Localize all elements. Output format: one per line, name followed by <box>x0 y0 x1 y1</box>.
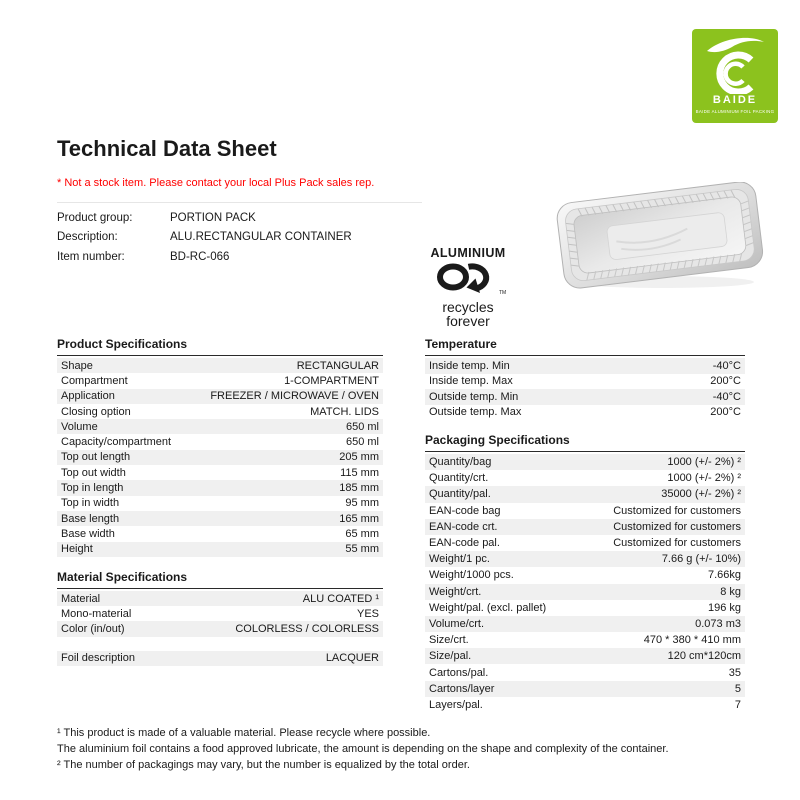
spec-label: Outside temp. Max <box>429 406 522 419</box>
table-row <box>57 621 383 636</box>
table-row <box>425 681 745 697</box>
spec-value: -40°C <box>712 359 741 372</box>
table-row <box>425 405 745 421</box>
spec-label: Weight/pal. (excl. pallet) <box>429 601 547 614</box>
spec-value: 1000 (+/- 2%) ² <box>667 472 741 485</box>
spec-label: Volume <box>61 420 98 433</box>
table-row <box>57 496 383 511</box>
spec-label: Size/pal. <box>429 650 472 663</box>
aluminium-mark-title: ALUMINIUM <box>430 246 506 260</box>
aluminium-tray-image <box>550 182 770 290</box>
product-info-row <box>57 228 422 248</box>
product-info-value: BD-RC-066 <box>170 250 230 263</box>
spec-label: Mono-material <box>61 607 132 620</box>
table-row <box>425 535 745 551</box>
baide-c-swoosh-icon <box>692 30 778 94</box>
table-row <box>425 664 745 680</box>
stock-note: * Not a stock item. Please contact your local Plus Pack sales rep. <box>57 177 375 189</box>
table-row <box>425 600 745 616</box>
table-row <box>425 503 745 519</box>
table-row <box>425 697 745 713</box>
spec-label: Material <box>61 592 101 605</box>
table-row <box>425 584 745 600</box>
spec-value: 7 <box>734 698 741 711</box>
product-info-row <box>57 247 422 267</box>
spec-value: Customized for customers <box>613 520 741 533</box>
spec-value: Customized for customers <box>613 504 741 517</box>
product-info-label: Description: <box>57 231 118 244</box>
spec-value: 650 ml <box>345 420 379 433</box>
spec-label: Top in width <box>61 497 120 510</box>
baide-brand-logo <box>692 29 778 123</box>
table-row <box>425 486 745 502</box>
footnotes-block <box>57 725 765 773</box>
table-row <box>425 648 745 664</box>
section-title: Product Specifications <box>57 337 383 356</box>
table-row <box>57 419 383 434</box>
page-title: Technical Data Sheet <box>57 136 277 161</box>
brand-tagline: BAIDE ALUMINIUM FOIL PACKING <box>695 109 775 114</box>
spec-value: 65 mm <box>345 527 379 540</box>
spec-value: 115 mm <box>340 466 379 479</box>
table-row <box>57 373 383 388</box>
spec-label: EAN-code pal. <box>429 537 500 550</box>
spec-label: Closing option <box>61 405 131 418</box>
table-row <box>425 616 745 632</box>
spec-label: Top out width <box>61 466 126 479</box>
spec-value: MATCH. LIDS <box>310 405 379 418</box>
spec-label: Layers/pal. <box>429 698 483 711</box>
section-title: Temperature <box>425 337 745 356</box>
table-row <box>57 542 383 557</box>
spec-label: EAN-code crt. <box>429 520 498 533</box>
spec-value: 205 mm <box>339 451 379 464</box>
spec-label: Cartons/pal. <box>429 666 489 679</box>
table-row <box>425 519 745 535</box>
brand-name: BAIDE <box>712 94 758 106</box>
spec-value: 650 ml <box>345 436 379 449</box>
spec-value: COLORLESS / COLORLESS <box>235 623 379 636</box>
product-info-label: Product group: <box>57 211 133 224</box>
spec-value: 35 <box>728 666 741 679</box>
spec-label: Quantity/crt. <box>429 472 489 485</box>
spec-label: Top out length <box>61 451 131 464</box>
spec-value: 200°C <box>710 375 741 388</box>
spec-label: Weight/crt. <box>429 585 482 598</box>
spec-label: Quantity/pal. <box>429 488 491 501</box>
spec-value: LACQUER <box>325 652 379 665</box>
infinity-recycle-icon <box>429 260 507 296</box>
spec-label: Color (in/out) <box>61 623 125 636</box>
section-title: Material Specifications <box>57 570 383 589</box>
aluminium-recycles-forever-mark <box>421 246 515 328</box>
spec-label: Size/crt. <box>429 634 469 647</box>
aluminium-mark-forever: forever <box>446 312 490 329</box>
spec-value: 185 mm <box>339 482 379 495</box>
table-row <box>57 465 383 480</box>
table-row <box>57 434 383 449</box>
spec-value: 55 mm <box>345 543 379 556</box>
spec-value: 7.66kg <box>707 569 741 582</box>
spec-label: EAN-code bag <box>429 504 501 517</box>
footnote-1: ¹ This product is made of a valuable material. Please recycle where possible. <box>57 727 431 739</box>
table-row <box>57 450 383 465</box>
spec-label: Volume/crt. <box>429 617 485 630</box>
spec-label: Capacity/compartment <box>61 436 172 449</box>
spec-value: -40°C <box>712 390 741 403</box>
spec-value: 196 kg <box>707 601 741 614</box>
spec-value: 120 cm*120cm <box>667 650 741 663</box>
product-info-label: Item number: <box>57 250 125 263</box>
table-row <box>425 374 745 390</box>
table-row <box>57 480 383 495</box>
spec-label: Shape <box>61 359 93 372</box>
tm-mark: TM <box>499 290 507 296</box>
spec-value: 1000 (+/- 2%) ² <box>667 456 741 469</box>
product-specifications-section <box>57 337 383 557</box>
spec-value: 200°C <box>710 406 741 419</box>
spec-label: Top in length <box>61 482 124 495</box>
product-info-value: PORTION PACK <box>170 211 256 224</box>
footnote-3: ² The number of packagings may vary, but the number is equalized by the total order. <box>57 759 470 771</box>
right-spec-column <box>425 337 745 713</box>
table-row <box>425 389 745 405</box>
spec-value: 165 mm <box>339 512 379 525</box>
temperature-section <box>425 337 745 420</box>
footnote-2: The aluminium foil contains a food approved lubricate, the amount is depending on the shape and complexity of the container. <box>57 743 669 755</box>
spec-label: Application <box>61 390 115 403</box>
product-info-row <box>57 208 422 228</box>
spec-label: Foil description <box>61 652 135 665</box>
spec-value: 7.66 g (+/- 10%) <box>661 553 741 566</box>
spec-value: 95 mm <box>345 497 379 510</box>
spec-value: 5 <box>734 682 741 695</box>
spec-value: 35000 (+/- 2%) ² <box>661 488 741 501</box>
spec-value: RECTANGULAR <box>296 359 379 372</box>
spec-label: Weight/1000 pcs. <box>429 569 514 582</box>
spec-value: FREEZER / MICROWAVE / OVEN <box>210 390 379 403</box>
spec-value: 0.073 m3 <box>695 617 741 630</box>
aluminium-mark-recycles: recycles <box>442 299 494 315</box>
section-title: Packaging Specifications <box>425 433 745 452</box>
table-row <box>57 606 383 621</box>
spec-label: Inside temp. Min <box>429 359 510 372</box>
spec-label: Base length <box>61 512 120 525</box>
left-spec-column <box>57 337 383 666</box>
packaging-specifications-section <box>425 433 745 713</box>
material-specifications-section <box>57 570 383 666</box>
spec-label: Compartment <box>61 374 128 387</box>
table-row <box>425 454 745 470</box>
table-row <box>57 526 383 541</box>
spec-value: 1-COMPARTMENT <box>284 374 379 387</box>
table-row <box>57 389 383 404</box>
spec-value: 470 * 380 * 410 mm <box>643 634 741 647</box>
table-row <box>425 551 745 567</box>
product-info-block <box>57 202 422 267</box>
spec-value: Customized for customers <box>613 537 741 550</box>
spec-label: Base width <box>61 527 115 540</box>
table-row <box>57 651 383 666</box>
spec-value: 8 kg <box>720 585 741 598</box>
table-row <box>57 358 383 373</box>
spec-label: Height <box>61 543 93 556</box>
spec-value: ALU COATED ¹ <box>302 592 379 605</box>
product-info-value: ALU.RECTANGULAR CONTAINER <box>170 231 352 244</box>
table-row <box>57 591 383 606</box>
table-row <box>425 358 745 374</box>
table-row <box>57 511 383 526</box>
table-row <box>425 632 745 648</box>
table-row <box>425 567 745 583</box>
spec-label: Weight/1 pc. <box>429 553 490 566</box>
spec-label: Quantity/bag <box>429 456 492 469</box>
row-spacer <box>57 637 383 651</box>
table-row <box>57 404 383 419</box>
spec-value: YES <box>356 607 379 620</box>
spec-label: Inside temp. Max <box>429 375 513 388</box>
container-product-photo <box>550 182 770 290</box>
spec-label: Outside temp. Min <box>429 390 519 403</box>
table-row <box>425 470 745 486</box>
spec-label: Cartons/layer <box>429 682 495 695</box>
